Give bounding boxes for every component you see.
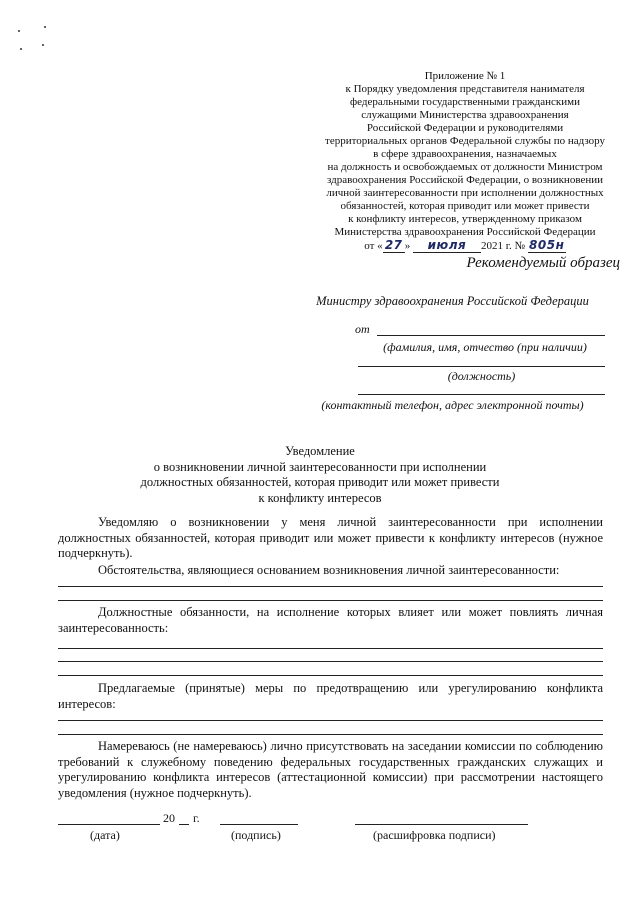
handwritten-day: 27 <box>383 239 405 253</box>
paragraph-duties: Должностные обязанности, на исполнение которых влияет или может повлиять личная заинтересованность: <box>58 605 603 635</box>
appendix-line: к Порядку уведомления представителя нанимателя <box>345 83 585 95</box>
from-line <box>377 335 605 336</box>
sign-label: (подпись) <box>231 828 281 842</box>
measures-line[interactable] <box>58 720 603 721</box>
title-line: о возникновении личной заинтересованности при исполнении <box>153 459 487 474</box>
signature-line[interactable] <box>220 824 298 825</box>
appendix-line: обязанностей, которая приводит или может привести <box>340 200 590 212</box>
recommended-sample-label: Рекомендуемый образец <box>466 255 620 271</box>
appendix-line: на должность и освобождаемых от должности Министром <box>327 161 603 173</box>
contacts-line[interactable] <box>358 394 605 395</box>
appendix-line: здравоохранения Российской Федерации, о возникновении <box>326 174 603 186</box>
circumstances-line[interactable] <box>58 586 603 587</box>
from-field[interactable] <box>355 322 605 336</box>
hint-position: (должность) <box>447 369 516 383</box>
appendix-date-line: от « 27 » июля 2021 г. № 805н <box>364 238 565 252</box>
paragraph-intent: Намереваюсь (не намереваюсь) лично присутствовать на заседании комиссии по соблюдению требований к служебному поведению федеральных государственных гражданских служащих и урегулированию конфликта интересов (аттестационной комиссии) при рассмотрении настоящего уведомления (нужное подчеркнуть). <box>58 739 603 800</box>
appendix-line: Министерства здравоохранения Российской Федерации <box>334 226 596 238</box>
duties-line[interactable] <box>58 675 603 676</box>
year-line[interactable] <box>179 824 189 825</box>
handwritten-order-number: 805н <box>529 238 565 252</box>
from-label: от <box>355 322 370 336</box>
circumstances-line[interactable] <box>58 600 603 601</box>
appendix-line: Приложение № 1 <box>424 70 506 82</box>
position-line[interactable] <box>358 366 605 367</box>
appendix-line: в сфере здравоохранения, назначаемых <box>373 148 557 160</box>
title-line: должностных обязанностей, которая приводит или может привести <box>140 475 500 489</box>
duties-line[interactable] <box>58 661 603 662</box>
appendix-line: территориальных органов Федеральной службы по надзору <box>325 135 605 147</box>
year-suffix: г. <box>193 811 200 825</box>
appendix-line: личной заинтересованности при исполнении должностных <box>326 187 604 199</box>
appendix-line: Российской Федерации и руководителями <box>366 122 564 134</box>
handwritten-month: июля <box>413 239 481 253</box>
appendix-line: служащими Министерства здравоохранения <box>361 109 569 121</box>
paragraph-notify: Уведомляю о возникновении у меня личной заинтересованности при исполнении должностных обязанностей, которая приводит или может привести к конфликту интересов (нужное подчеркнуть). <box>58 515 603 560</box>
date-label: (дата) <box>90 828 120 842</box>
appendix-header <box>305 70 625 253</box>
title-line: к конфликту интересов <box>258 490 382 505</box>
title-line: Уведомление <box>285 444 355 458</box>
addressee: Министру здравоохранения Российской Федерации <box>316 294 589 308</box>
measures-line[interactable] <box>58 734 603 735</box>
year-prefix: 20 <box>163 811 175 825</box>
appendix-line: к конфликту интересов, утвержденному приказом <box>348 213 582 225</box>
date-line[interactable] <box>58 824 160 825</box>
decode-label: (расшифровка подписи) <box>373 828 496 842</box>
hint-fio: (фамилия, имя, отчество (при наличии) <box>383 340 587 354</box>
paragraph-circumstances: Обстоятельства, являющиеся основанием возникновения личной заинтересованности: <box>98 563 560 577</box>
appendix-line: федеральными государственными гражданскими <box>349 96 581 108</box>
scan-marks <box>18 26 58 56</box>
notice-title <box>100 444 540 506</box>
decode-line[interactable] <box>355 824 528 825</box>
paragraph-measures: Предлагаемые (принятые) меры по предотвращению или урегулированию конфликта интересов: <box>58 681 603 711</box>
hint-contacts: (контактный телефон, адрес электронной почты) <box>321 398 584 412</box>
duties-line[interactable] <box>58 648 603 649</box>
